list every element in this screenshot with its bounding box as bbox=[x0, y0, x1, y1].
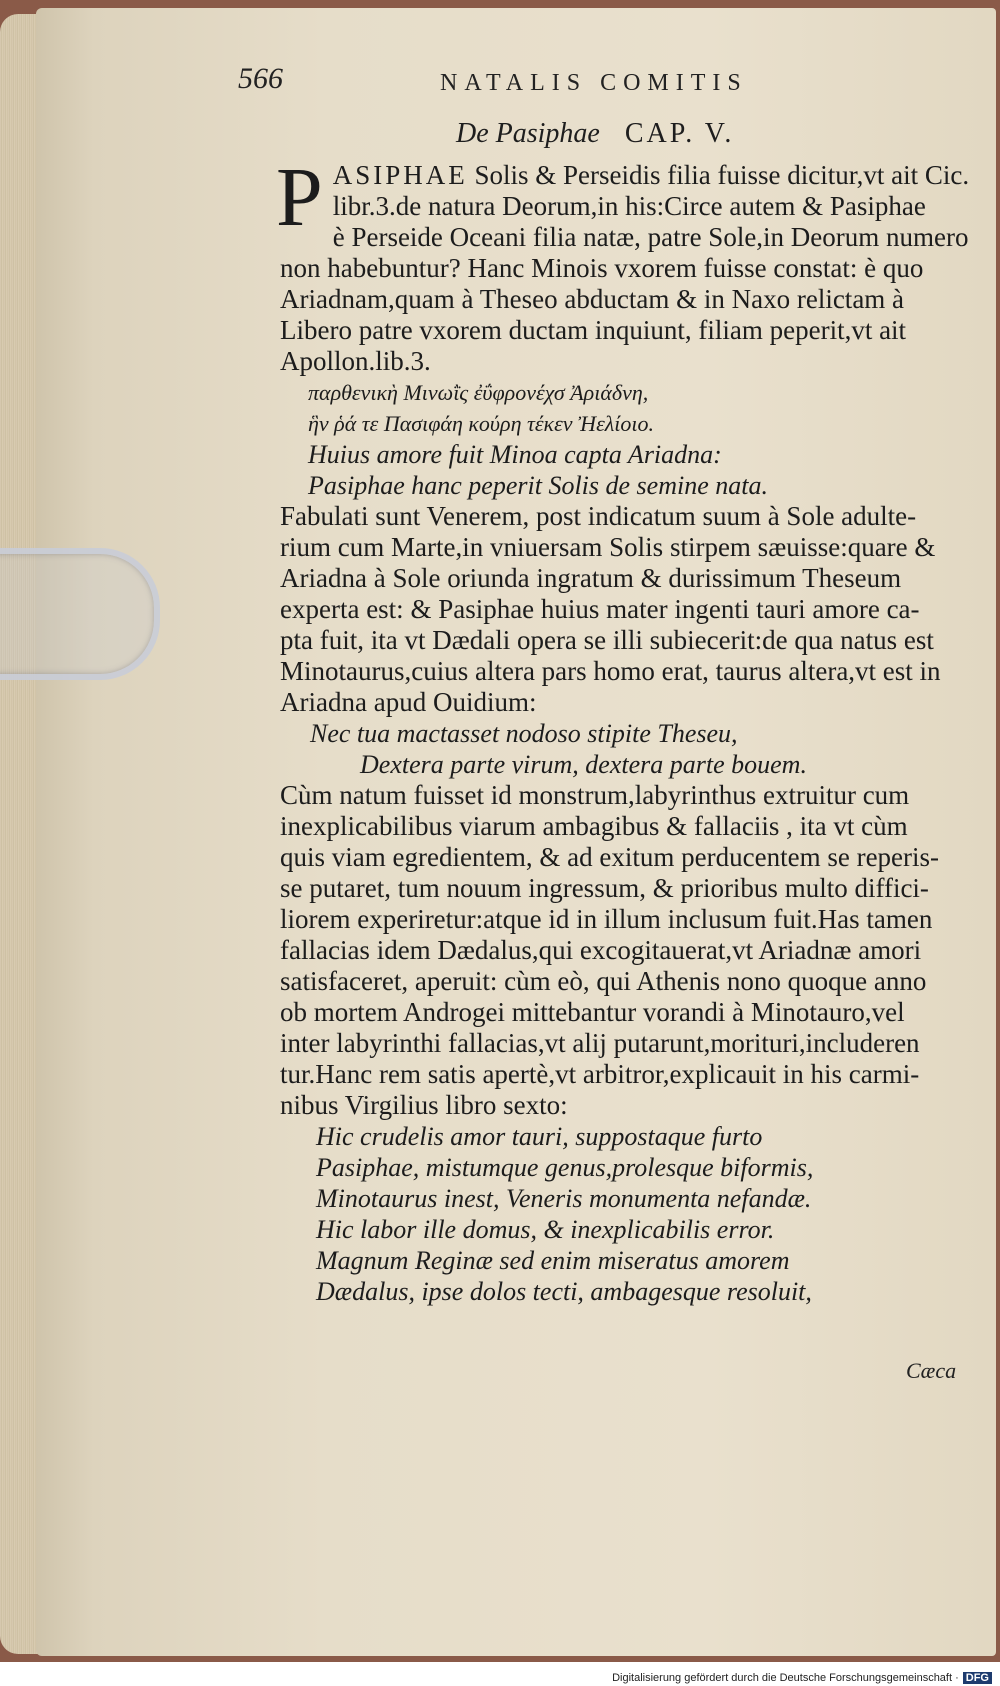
latin-verse-3 bbox=[280, 1121, 960, 1307]
text-line: libr.3.de natura Deorum,in his:Circe autem & Pasiphae bbox=[332, 191, 926, 221]
text-line: Apollon.lib.3. bbox=[280, 346, 431, 376]
catchword: Cæca bbox=[906, 1358, 957, 1383]
text-line: rium cum Marte,in vniuersam Solis stirpem sæuisse:quare & bbox=[280, 532, 936, 562]
text-line: ASIPHAE Solis & Perseidis filia fuisse dicitur,vt ait Cic. bbox=[332, 160, 970, 190]
text-line: nibus Virgilius libro sexto: bbox=[280, 1090, 568, 1120]
latin-verse-1 bbox=[280, 439, 960, 501]
verse-line: Dextera parte virum, dextera parte bouem. bbox=[360, 750, 807, 779]
text-line: experta est: & Pasiphae huius mater ingenti tauri amore ca- bbox=[280, 594, 920, 624]
chapter-number: CAP. V. bbox=[624, 118, 735, 149]
text-line: Cùm natum fuisset id monstrum,labyrinthus extruitur cum bbox=[280, 780, 910, 810]
dfg-logo: DFG bbox=[963, 1672, 992, 1684]
text-line: Libero patre vxorem ductam inquiunt, filiam peperit,vt ait bbox=[280, 315, 907, 345]
verse-line: Hic labor ille domus, & inexplicabilis error. bbox=[316, 1215, 775, 1244]
latin-verse-2 bbox=[280, 718, 960, 780]
text-line: se putaret, tum nouum ingressum, & prioribus multo diffici- bbox=[280, 873, 929, 903]
first-word: ASIPHAE bbox=[332, 160, 468, 190]
paragraph-1 bbox=[276, 151, 970, 377]
text-line: Ariadna apud Ouidium: bbox=[280, 687, 537, 717]
text-line: tur.Hanc rem satis apertè,vt arbitror,explicauit in his carmi- bbox=[280, 1059, 920, 1089]
verse-line: Pasiphae hanc peperit Solis de semine nata. bbox=[308, 471, 768, 500]
paragraph-2 bbox=[280, 501, 960, 718]
verse-line: Nec tua mactasset nodoso stipite Theseu, bbox=[310, 719, 738, 748]
text-line: Ariadna à Sole oriunda ingratum & durissimum Theseum bbox=[280, 563, 902, 593]
chapter-title: De Pasiphae bbox=[456, 118, 600, 149]
verse-line: ἣν ῥά τε Πασιφάη κούρη τέκεν Ἠελίοιο. bbox=[308, 411, 654, 436]
credit-text: Digitalisierung gefördert durch die Deutsche Forschungsgemeinschaft · bbox=[612, 1672, 959, 1684]
chapter-heading bbox=[456, 118, 734, 150]
text-line: Fabulati sunt Venerem, post indicatum suum à Sole adulte- bbox=[280, 501, 917, 531]
text-line: Ariadnam,quam à Theseo abductam & in Naxo relictam à bbox=[280, 284, 905, 314]
page-number: 566 bbox=[238, 62, 283, 95]
body-text bbox=[276, 151, 970, 1307]
verse-line: Minotaurus inest, Veneris monumenta nefandæ. bbox=[316, 1184, 812, 1213]
verse-line: Huius amore fuit Minoa capta Ariadna: bbox=[308, 440, 722, 469]
text-line: pta fuit, ita vt Dædali opera se illi subiecerit:de qua natus est bbox=[280, 625, 934, 655]
text-line: inexplicabilibus viarum ambagibus & fallaciis , ita vt cùm bbox=[280, 811, 908, 841]
verse-line: παρθενικὴ Μινωῒς ἐΰφρονέχσ Ἀριάδνη, bbox=[308, 380, 649, 405]
verse-line: Magnum Reginæ sed enim miseratus amorem bbox=[316, 1246, 790, 1275]
digitization-credit bbox=[612, 1672, 992, 1684]
drop-cap: P bbox=[276, 151, 323, 244]
text-line: non habebuntur? Hanc Minois vxorem fuisse constat: è quo bbox=[280, 253, 924, 283]
text-line: Minotaurus,cuius altera pars homo erat, taurus altera,vt est in bbox=[280, 656, 941, 686]
greek-verse bbox=[280, 377, 960, 439]
page-clip bbox=[0, 548, 160, 680]
text-line: fallacias idem Dædalus,qui excogitauerat,vt Ariadnæ amori bbox=[280, 935, 922, 965]
text-line: satisfaceret, aperuit: cùm eò, qui Athenis nono quoque anno bbox=[280, 966, 927, 996]
text-line: quis viam egredientem, & ad exitum perducentem se reperis- bbox=[280, 842, 940, 872]
running-head: NATALIS COMITIS bbox=[440, 70, 748, 96]
text-line: inter labyrinthi fallacias,vt alij putarunt,morituri,includeren bbox=[280, 1028, 920, 1058]
text-line: è Perseide Oceani filia natæ, patre Sole,in Deorum numero bbox=[332, 222, 969, 252]
verse-line: Hic crudelis amor tauri, suppostaque furto bbox=[316, 1122, 763, 1151]
verse-line: Dædalus, ipse dolos tecti, ambagesque resoluit, bbox=[316, 1277, 812, 1306]
text-line: ob mortem Androgei mittebantur vorandi à Minotauro,vel bbox=[280, 997, 905, 1027]
text-line: liorem experiretur:atque id in illum inclusum fuit.Has tamen bbox=[280, 904, 933, 934]
verse-line: Pasiphae, mistumque genus,prolesque biformis, bbox=[316, 1153, 814, 1182]
paragraph-3 bbox=[280, 780, 960, 1121]
